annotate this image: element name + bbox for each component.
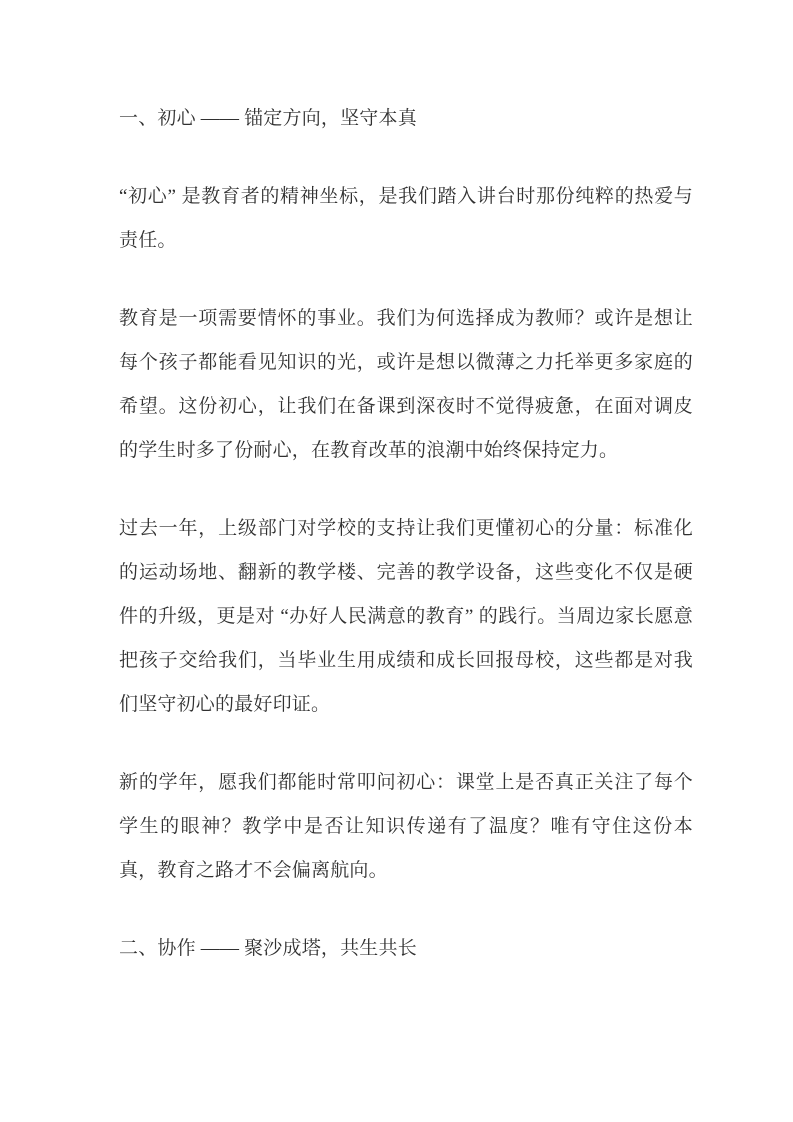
- section-heading-chuxin: 一、初心 —— 锚定方向，坚守本真: [119, 108, 417, 129]
- section-heading-xiezuo: 二、协作 —— 聚沙成塔，共生共长: [119, 938, 417, 959]
- paragraph-chuxin-why-teacher: 教育是一项需要情怀的事业。我们为何选择成为教师？或许是想让每个孩子都能看见知识的光，或许是想以微薄之力托举更多家庭的希望。这份初心，让我们在备课到深夜时不觉得疲惫，在面对调皮的学生时多了份耐心，在教育改革的浪潮中始终保持定力。: [119, 308, 693, 461]
- paragraph-chuxin-intro: “初心” 是教育者的精神坐标，是我们踏入讲台时那份纯粹的热爱与责任。: [119, 186, 693, 251]
- paragraph-chuxin-new-year: 新的学年，愿我们都能时常叩问初心：课堂上是否真正关注了每个学生的眼神？教学中是否让知识传递有了温度？唯有守住这份本真，教育之路才不会偏离航向。: [119, 772, 693, 881]
- paragraph-chuxin-past-year: 过去一年，上级部门对学校的支持让我们更懂初心的分量：标准化的运动场地、翻新的教学楼、完善的教学设备，这些变化不仅是硬件的升级，更是对 “办好人民满意的教育” 的践行。当周边家长愿意把孩子交给我们，当毕业生用成绩和成长回报母校，这些都是对我们坚守初心的最好印证。: [119, 518, 693, 715]
